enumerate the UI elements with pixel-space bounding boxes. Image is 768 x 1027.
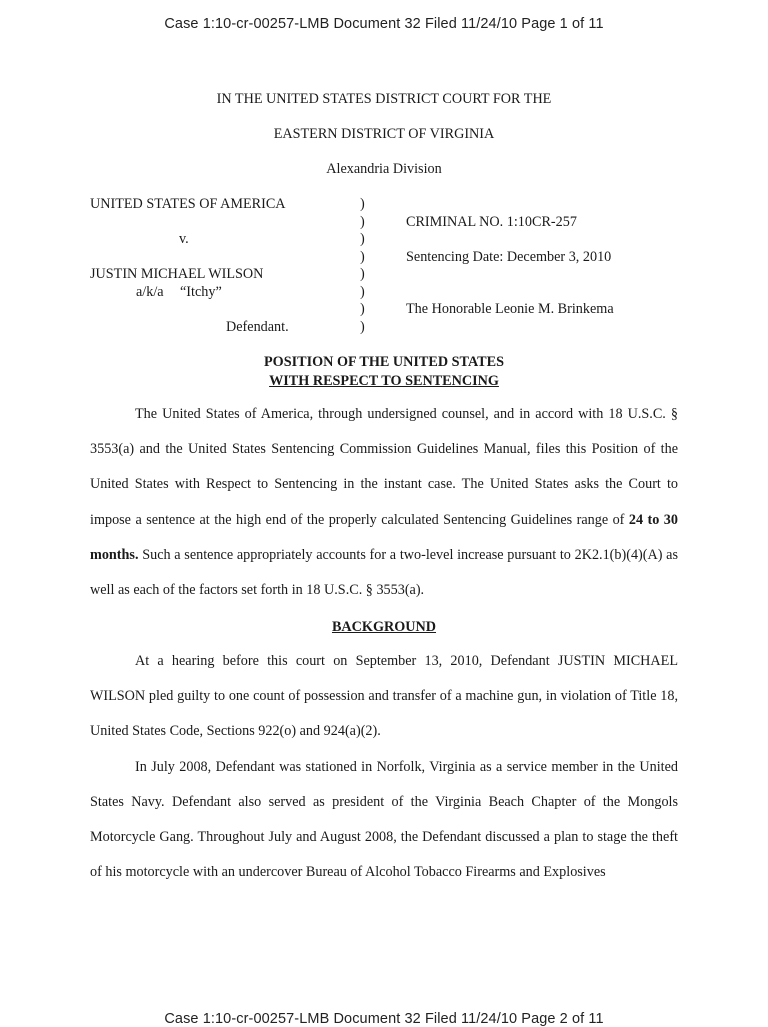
judge-name: The Honorable Leonie M. Brinkema: [406, 301, 614, 317]
document-title-line1: POSITION OF THE UNITED STATES: [264, 354, 504, 370]
aka-name: “Itchy”: [180, 284, 222, 300]
caption-parenthesis: ): [360, 249, 365, 265]
intro-text-part1: The United States of America, through undersigned counsel, and in accord with 18 U.S.C. § 3553(a) and the United States Sentencing Commission Guidelines Manual, files this Position of the United States with Respect to Sentencing in the instant case. The United States asks the Court to impose a sentence at the high end of the properly calculated Sentencing Guidelines range of: [90, 406, 678, 528]
caption-parenthesis: ): [360, 284, 365, 300]
district-name-line: EASTERN DISTRICT OF VIRGINIA: [273, 126, 495, 142]
page-header: Case 1:10-cr-00257-LMB Document 32 Filed 11/24/10 Page 1 of 11: [164, 16, 604, 32]
intro-paragraph: [90, 397, 678, 608]
caption-parenthesis: ): [360, 266, 365, 282]
caption-parenthesis: ): [360, 319, 365, 335]
sentencing-date: Sentencing Date: December 3, 2010: [406, 249, 612, 265]
background-paragraph-1: At a hearing before this court on September 13, 2010, Defendant JUSTIN MICHAEL WILSON pled guilty to one count of possession and transfer of a machine gun, in violation of Title 18, United States Code, Sections 922(o) and 924(a)(2).: [90, 653, 678, 740]
division-line: Alexandria Division: [326, 161, 442, 177]
caption-parenthesis: ): [360, 214, 365, 230]
court-name-line: IN THE UNITED STATES DISTRICT COURT FOR THE: [216, 91, 552, 107]
intro-text-part2: Such a sentence appropriately accounts for a two-level increase pursuant to 2K2.1(b)(4)(A) as well as each of the factors set forth in 18 U.S.C. § 3553(a).: [90, 546, 678, 599]
aka-prefix: a/k/a: [136, 284, 164, 300]
caption-parenthesis: ): [360, 196, 365, 212]
next-page-header: Case 1:10-cr-00257-LMB Document 32 Filed 11/24/10 Page 2 of 11: [164, 1011, 604, 1027]
plaintiff-name: UNITED STATES OF AMERICA: [90, 196, 286, 212]
caption-parenthesis: ): [360, 301, 365, 317]
criminal-number: CRIMINAL NO. 1:10CR-257: [406, 214, 577, 230]
document-title-line2: WITH RESPECT TO SENTENCING: [269, 373, 499, 389]
background-paragraph-2: In July 2008, Defendant was stationed in Norfolk, Virginia as a service member in the United States Navy. Defendant also served as president of the Virginia Beach Chapter of the Mongols Motorcycle Gang. Throughout July and August 2008, the Defendant discussed a plan to stage the theft of his motorcycle with an undercover Bureau of Alcohol Tobacco Firearms and Explosives: [90, 758, 678, 881]
background-heading: BACKGROUND: [331, 619, 437, 635]
defendant-name: JUSTIN MICHAEL WILSON: [90, 266, 264, 282]
caption-parenthesis: ): [360, 231, 365, 247]
intro-sentence-range: 24 to 30 months.: [90, 511, 678, 563]
versus-label: v.: [179, 231, 189, 247]
background-section: [90, 644, 678, 890]
defendant-label: Defendant.: [226, 319, 289, 335]
